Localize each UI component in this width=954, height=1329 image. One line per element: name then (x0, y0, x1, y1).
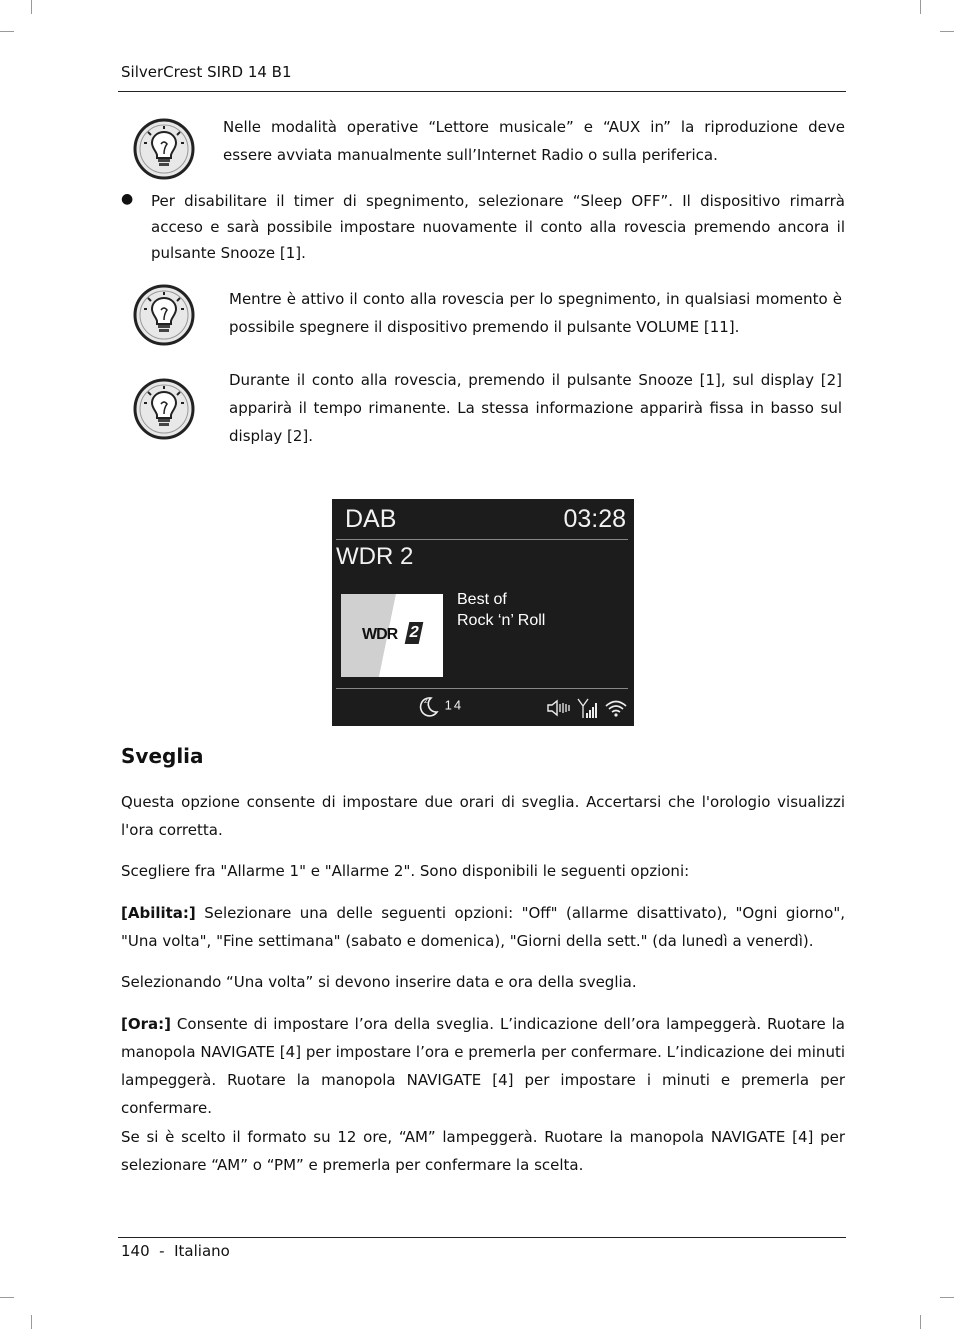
bullet-marker: ● (121, 191, 134, 207)
display-station: WDR 2 (336, 543, 414, 570)
body-paragraph: Questa opzione consente di impostare due orari di sveglia. Accertarsi che l'orologio visualizzi l'ora corretta. (121, 793, 845, 839)
option-label: [Ora:] (121, 1015, 171, 1033)
option-label: [Abilita:] (121, 904, 196, 922)
tip-text: Mentre è attivo il conto alla rovescia per lo spegnimento, in qualsiasi momento è possibile spegnere il dispositivo premendo il pulsante VOLUME [11]. (229, 290, 842, 336)
body-paragraph: Scegliere fra "Allarme 1" e "Allarme 2". Sono disponibili le seguenti opzioni: (121, 862, 690, 880)
sleep-timer-readout (417, 694, 463, 718)
logo-badge: 2 (405, 622, 424, 644)
option-text: Consente di impostare l’ora della sveglia. L’indicazione dell’ora lampeggerà. Ruotare la manopola NAVIGATE [4] per impostare l’ora e premerla per confermare. L’indicazione dei minuti lampeggerà. Ruotare la manopola NAVIGATE [4] per impostare i minuti e premerla per confermare. (121, 1015, 845, 1117)
crop-mark (940, 1297, 954, 1298)
display-time: 03:28 (563, 505, 626, 533)
tip-text: Nelle modalità operative “Lettore musicale” e “AUX in” la riproduzione deve essere avviata manualmente sull’Internet Radio o sulla periferica. (223, 118, 845, 164)
crop-mark (940, 31, 954, 32)
sleep-moon-icon (417, 694, 439, 718)
body-paragraph (121, 899, 845, 955)
svg-text:z: z (424, 697, 430, 705)
option-text: Selezionare una delle seguenti opzioni: "Off" (allarme disattivato), "Ogni giorno", "Una volta", "Fine settimana" (sabato e domenica), "Giorni della sett." (da lunedì a venerdì). (121, 904, 845, 950)
body-paragraph: Se si è scelto il formato su 12 ore, “AM” lampeggerà. Ruotare la manopola NAVIGATE [4] per selezionare “AM” o “PM” e premerla per confermare la scelta. (121, 1128, 845, 1174)
section-heading: Sveglia (121, 744, 204, 768)
crop-mark (920, 0, 921, 14)
sleep-timer-value: 14 (444, 697, 464, 713)
signal-strength-icon (576, 697, 600, 719)
body-paragraph: Selezionando “Una volta” si devono inserire data e ora della sveglia. (121, 973, 637, 991)
status-icons (545, 697, 628, 719)
tip-text: Durante il conto alla rovescia, premendo il pulsante Snooze [1], sul display [2] apparirà il tempo rimanente. La stessa informazione apparirà fissa in basso sul display [2]. (229, 371, 842, 445)
display-info-line2: Rock ‘n’ Roll (457, 612, 546, 629)
display-info-line1: Best of (457, 591, 507, 608)
crop-mark (31, 0, 32, 14)
station-logo (341, 594, 443, 677)
page-footer: 140 - Italiano (121, 1242, 230, 1260)
body-paragraph (121, 1010, 845, 1122)
header-rule (118, 91, 846, 92)
speaker-icon (545, 698, 571, 718)
lightbulb-icon (133, 378, 195, 440)
footer-rule (118, 1237, 846, 1238)
crop-mark (0, 31, 14, 32)
crop-mark (0, 1297, 14, 1298)
display-divider (336, 688, 628, 689)
display-divider (336, 539, 628, 540)
lightbulb-icon (133, 118, 195, 180)
lightbulb-icon (133, 284, 195, 346)
page-header: SilverCrest SIRD 14 B1 (121, 63, 292, 81)
logo-text: WDR (362, 626, 398, 643)
crop-mark (920, 1315, 921, 1329)
display-mode: DAB (345, 505, 397, 533)
crop-mark (31, 1315, 32, 1329)
bullet-text: Per disabilitare il timer di spegnimento, selezionare “Sleep OFF”. Il dispositivo rimarrà acceso e sarà possibile impostare nuovamente il conto alla rovescia premendo ancora il pulsante Snooze [1]. (151, 192, 845, 262)
wifi-icon (604, 698, 628, 718)
radio-display (332, 499, 634, 726)
